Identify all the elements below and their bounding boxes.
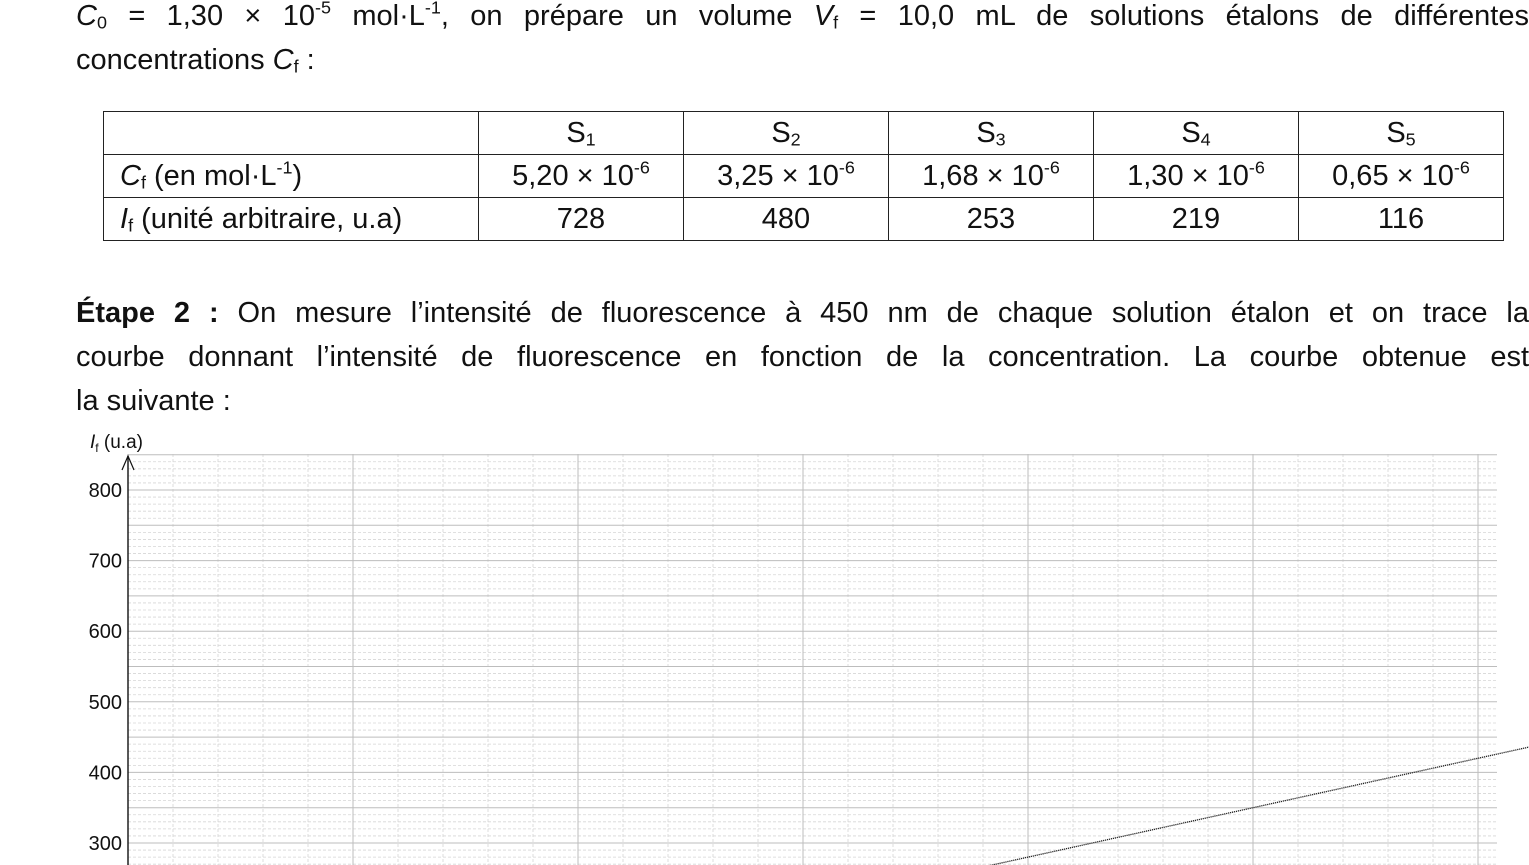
y-tick-500: 500 (88, 691, 122, 714)
concentration-s5: $0,65 \times 10^{-6}$ (1299, 155, 1504, 198)
intro-middle-text: , on prépare un volume (440, 0, 814, 32)
concentration-s4: $1,30 \times 10^{-6}$ (1094, 155, 1299, 198)
c0-symbol: C (76, 0, 97, 32)
cf-subscript: f (293, 56, 299, 77)
header-s4: $S_4$ (1094, 112, 1299, 155)
intro-line-2 (76, 38, 1529, 82)
header-s1: $S_1$ (479, 112, 684, 155)
header-s5: $S_5$ (1299, 112, 1504, 155)
vf-equation: = 10,0 mL de solutions étalons de différentes (838, 0, 1529, 32)
etape2-label: Étape 2 : (76, 297, 219, 329)
c0-exponent: -5 (315, 0, 331, 18)
concentration-s2: $3,25 \times 10^{-6}$ (684, 155, 889, 198)
y-tick-800: 800 (88, 480, 122, 502)
cf-symbol: C (272, 44, 294, 76)
header-s3: $S_3$ (889, 112, 1094, 155)
y-tick-300: 300 (88, 833, 122, 855)
c0-equation: = 1,30 × 10 (106, 0, 315, 32)
etape2-text-1: On mesure l’intensité de fluorescence à 450 nm de chaque solution étalon et on trace la (218, 297, 1529, 329)
calibration-chart (0, 420, 1529, 865)
concentration-s3: $1,68 \times 10^{-6}$ (889, 155, 1094, 198)
c0-unit: mol·L (330, 0, 425, 32)
standards-table (103, 111, 1504, 241)
intro-line2-start: concentrations (76, 44, 273, 76)
table-row-concentration (104, 155, 1504, 198)
etape2-text-3: la suivante : (76, 385, 231, 417)
row-label-intensity: $I_f$ (unité arbitraire, u.a) (104, 198, 479, 241)
intensity-s1: 728 (479, 198, 684, 241)
c0-unit-exponent: -1 (424, 0, 441, 18)
etape2-text-2: courbe donnant l’intensité de fluorescence en fonction de la concentration. La courbe obtenue est (76, 341, 1529, 373)
etape2-line-1 (76, 291, 1529, 335)
header-s2: $S_2$ (684, 112, 889, 155)
y-axis-label: $I_f$ (u.a) (90, 432, 143, 455)
grid-minor (128, 454, 1497, 865)
y-tick-700: 700 (88, 550, 122, 573)
table-corner-cell (104, 112, 479, 155)
y-tick-labels (89, 480, 122, 855)
trend-line (560, 420, 1529, 865)
c0-subscript: 0 (96, 12, 107, 33)
intensity-s3: 253 (889, 198, 1094, 241)
etape2-line-2 (76, 335, 1529, 379)
vf-subscript: f (833, 12, 839, 33)
vf-symbol: V (813, 0, 834, 32)
table-header-row (104, 112, 1504, 155)
intensity-s5: 116 (1299, 198, 1504, 241)
etape2-line-3 (76, 379, 1529, 423)
table-row-intensity (104, 198, 1504, 241)
intensity-s4: 219 (1094, 198, 1299, 241)
y-tick-400: 400 (88, 762, 122, 785)
intensity-s2: 480 (684, 198, 889, 241)
row-label-concentration: $C_f$ (en $mol\cdot L^{-1}$) (104, 155, 479, 198)
concentration-s1: $5,20 \times 10^{-6}$ (479, 155, 684, 198)
intro-line2-end: : (298, 44, 315, 76)
y-tick-600: 600 (88, 621, 122, 644)
intro-line-1 (76, 0, 1529, 38)
